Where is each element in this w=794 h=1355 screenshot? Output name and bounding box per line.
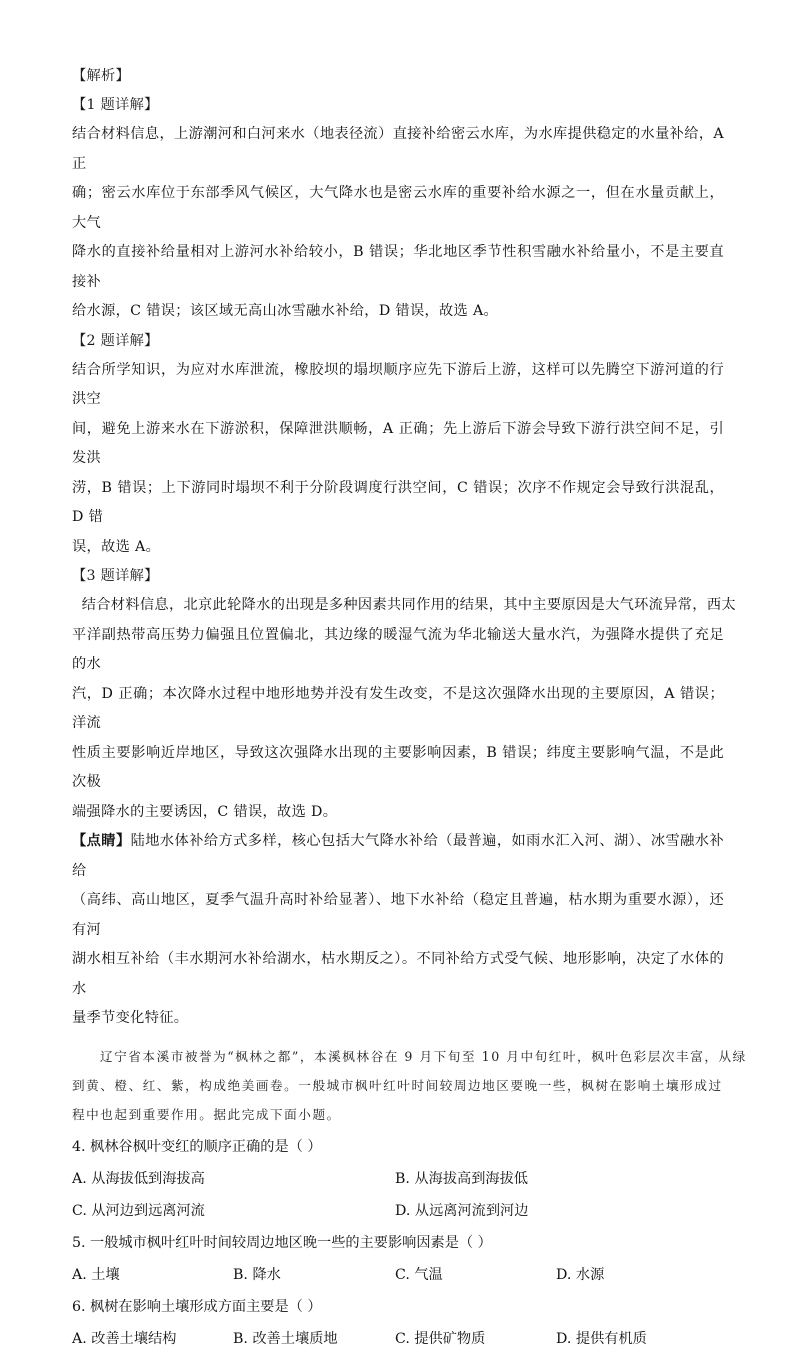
text-line: 确；密云水库位于东部季风气候区，大气降水也是密云水库的重要补给水源之一，但在水量贡献上，大气 xyxy=(72,185,724,231)
explanation-text xyxy=(72,120,724,327)
text-line: 结合材料信息，上游潮河和白河来水（地表径流）直接补给密云水库，为水库提供稳定的水量补给，A 正 xyxy=(72,126,724,172)
explanation-section-3 xyxy=(72,562,736,827)
option-list xyxy=(72,1323,724,1355)
section-heading: 【3 题详解】 xyxy=(72,568,159,584)
section-heading: 【2 题详解】 xyxy=(72,332,159,349)
text-line: 给水源，C 错误；该区域无高山冰雪融水补给，D 错误，故选 A。 xyxy=(72,303,499,319)
key-point-text: 陆地水体补给方式多样，核心包括大气降水补给（最普遍，如雨水汇入河、湖）、冰雪融水补给 xyxy=(72,833,724,879)
text-line: 湖水相互补给（丰水期河水补给湖水，枯水期反之）。不同补给方式受气候、地形影响，决定了水体的水 xyxy=(72,951,724,997)
question-6 xyxy=(72,1291,724,1355)
text-line: 间，避免上游来水在下游淤积，保障泄洪顺畅，A 正确；先上游后下游会导致下游行洪空间不足，引发洪 xyxy=(72,420,724,466)
option-d[interactable]: D. 从远离河流到河边 xyxy=(395,1202,529,1219)
question-stem: 6. 枫树在影响土壤形成方面主要是（ ） xyxy=(72,1298,322,1315)
text-line: 涝，B 错误；上下游同时塌坝不利于分阶段调度行洪空间，C 错误；次序不作规定会导致行洪混乱，D 错 xyxy=(72,479,724,525)
explanation-text xyxy=(72,591,736,827)
option-b[interactable]: B. 降水 xyxy=(233,1266,281,1283)
document-page xyxy=(72,62,747,1355)
option-c[interactable]: C. 气温 xyxy=(395,1266,443,1283)
option-d[interactable]: D. 水源 xyxy=(556,1266,605,1283)
option-list xyxy=(72,1163,724,1227)
question-5 xyxy=(72,1227,724,1291)
key-point-block xyxy=(72,827,724,1034)
option-list xyxy=(72,1259,724,1291)
passage-line: 辽宁省本溪市被誉为“枫林之都”，本溪枫林谷在 9 月下旬至 10 月中旬红叶，枫叶色彩层次丰富，从绿 xyxy=(100,1048,747,1064)
text-line: 性质主要影响近岸地区，导致这次强降水出现的主要影响因素，B 错误；纬度主要影响气温，不是此次极 xyxy=(72,744,724,790)
text-line: （高纬、高山地区，夏季气温升高时补给显著）、地下水补给（稳定且普遍，枯水期为重要水源），还有河 xyxy=(72,892,724,938)
text-line: 降水的直接补给量相对上游河水补给较小，B 错误；华北地区季节性积雪融水补给量小，不是主要直接补 xyxy=(72,244,724,290)
option-c[interactable]: C. 提供矿物质 xyxy=(395,1330,486,1347)
option-a[interactable]: A. 从海拔低到海拔高 xyxy=(72,1170,205,1187)
explanation-text xyxy=(72,356,724,563)
reading-passage xyxy=(72,1042,747,1129)
text-line: 结合材料信息，北京此轮降水的出现是多种因素共同作用的结果，其中主要原因是大气环流异常，西太 xyxy=(72,597,736,613)
explanation-section-1 xyxy=(72,91,724,327)
text-line: 量季节变化特征。 xyxy=(72,1010,189,1026)
text-line: 误，故选 A。 xyxy=(72,538,161,555)
option-d[interactable]: D. 提供有机质 xyxy=(556,1330,647,1347)
text-line: 平洋副热带高压势力偏强且位置偏北，其边缘的暖湿气流为华北输送大量水汽，为强降水提供了充足的水 xyxy=(72,626,724,672)
text-line: 结合所学知识，为应对水库泄流，橡胶坝的塌坝顺序应先下游后上游，这样可以先腾空下游河道的行洪空 xyxy=(72,361,724,407)
question-stem: 5. 一般城市枫叶红叶时间较周边地区晚一些的主要影响因素是（ ） xyxy=(72,1234,492,1251)
option-b[interactable]: B. 从海拔高到海拔低 xyxy=(395,1170,528,1187)
option-b[interactable]: B. 改善土壤质地 xyxy=(233,1330,338,1347)
text-line xyxy=(72,827,724,886)
text-line: 汽，D 正确；本次降水过程中地形地势并没有发生改变，不是这次强降水出现的主要原因，A 错误；洋流 xyxy=(72,685,724,731)
passage-line: 到黄、橙、红、紫，构成绝美画卷。一般城市枫叶红叶时间较周边地区要晚一些，枫树在影响土壤形成过 xyxy=(72,1077,723,1093)
question-stem: 4. 枫林谷枫叶变红的顺序正确的是（ ） xyxy=(72,1138,322,1155)
question-4 xyxy=(72,1131,724,1227)
text-line: 端强降水的主要诱因，C 错误，故选 D。 xyxy=(72,803,338,820)
option-c[interactable]: C. 从河边到远离河流 xyxy=(72,1202,205,1219)
explanation-section-2 xyxy=(72,327,724,563)
key-point-label: 【点睛】 xyxy=(72,833,131,849)
option-a[interactable]: A. 土壤 xyxy=(72,1266,120,1283)
section-heading: 【1 题详解】 xyxy=(72,97,159,113)
passage-line: 程中也起到重要作用。据此完成下面小题。 xyxy=(72,1106,341,1122)
analysis-title: 【解析】 xyxy=(72,68,130,84)
option-a[interactable]: A. 改善土壤结构 xyxy=(72,1330,177,1347)
